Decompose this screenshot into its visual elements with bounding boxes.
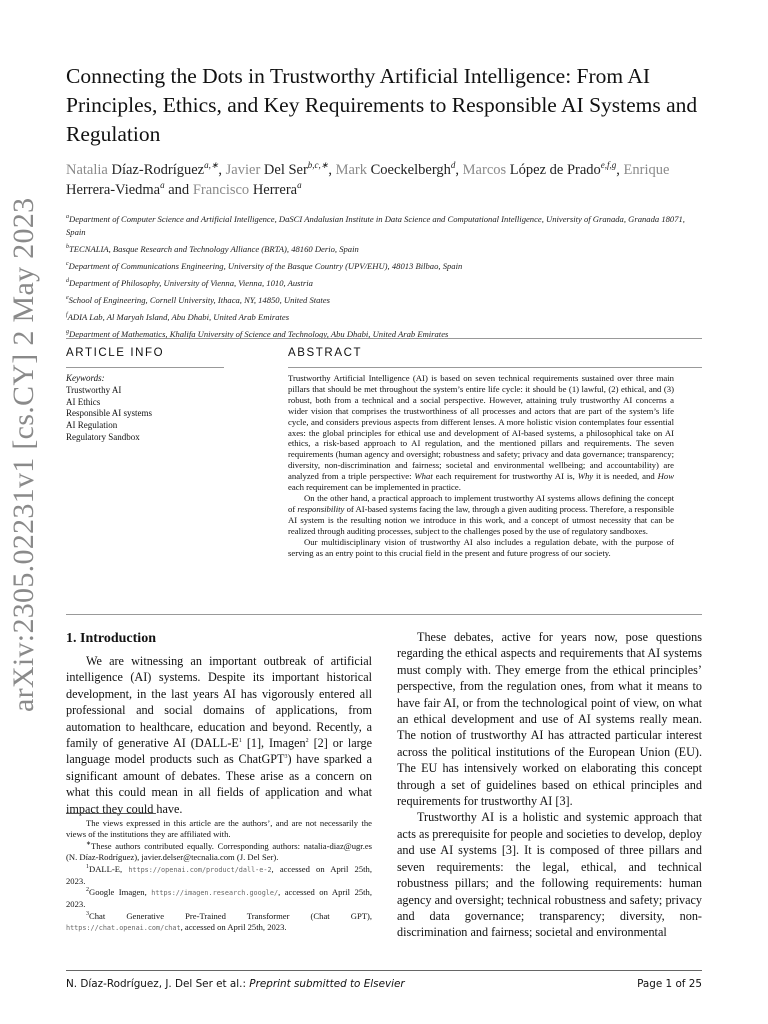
author-given-name: Mark — [335, 162, 368, 178]
author-given-name: Natalia — [66, 162, 108, 178]
abstract-paragraph: On the other hand, a practical approach to implement trustworthy AI systems allows defining the concept of responsibility of AI-based systems facing the law, through a given auditing process. Therefore, a responsible AI system is the resulting notion we introduce in this work, and a concept of utmost necessity that can be realized through auditing processes, subject to the challenges posed by the use of regulatory sandboxes. — [288, 492, 674, 536]
affiliation: $^c$Department of Communications Engineering, University of the Basque Country (UPV/EHU), 48013 Bilbao, Spain — [66, 260, 463, 271]
divider — [66, 338, 702, 339]
abstract-heading: ABSTRACT — [288, 347, 363, 359]
author — [193, 182, 302, 198]
page-number: Page 1 of 25 — [637, 978, 702, 990]
affiliation-mark: a,∗ — [204, 160, 219, 171]
footnotes — [66, 818, 372, 935]
section-heading-introduction: 1. Introduction — [66, 631, 156, 646]
affiliation: $^b$TECNALIA, Basque Research and Technology Alliance (BRTA), 48160 Derio, Spain — [66, 243, 359, 254]
abstract-paragraph: Our multidisciplinary vision of trustworthy AI also includes a regulation debate, with the purpose of serving as an entry point to this crucial field in the present and future progress of our society. — [288, 536, 674, 558]
author-list: Natalia Díaz-Rodríguez$^{a,∗}$, Javier Del Ser$^{b,c,∗}$, Mark Coeckelbergh$^d$, Marcos López de Prado$^{e,f,g}$, Enrique Herrera-Viedma$^a$ and Francisco Herrera$^a$ — [66, 160, 670, 198]
body-paragraph: These debates, active for years now, pose questions regarding the ethical aspects and requirements that AI systems must comply with. They emerge from the ethical principles’ perspective, from the regulation ones, from what it means to have fair AI, or from the technological point of view, on what an ethical development and use of AI systems really mean. The notion of trustworthy AI has attracted particular interest across the political institutions of the European Union (EU). The EU has intensively worked on elaborating this concept through a set of guidelines based on ethical principles and requirements for trustworthy AI [3]. — [397, 630, 702, 809]
divider — [288, 367, 702, 368]
footer-divider — [66, 970, 702, 971]
affiliation: $^a$Department of Computer Science and Artificial Intelligence, DaSCI Andalusian Institute in Data Science and Computational Intelligence, University of Granada, Granada 18071, Spain — [66, 213, 685, 237]
affiliation-mark: a — [297, 180, 302, 191]
keyword-item: Regulatory Sandbox — [66, 431, 140, 442]
author-family-name: López de Prado — [506, 162, 601, 178]
author-family-name: Herrera — [249, 182, 298, 198]
footnote-mark: 3 — [284, 754, 288, 761]
body-paragraph: Trustworthy AI is a holistic and systemic approach that acts as prerequisite for people and societies to develop, deploy and use AI systems [3]. It is composed of three pillars and seven requirements: the legal, ethical, and technical robustness pillars; and the following requirements: human agency and oversight; technical robustness and safety; privacy and data governance; transparency; diversity, non-discrimination and fairness; societal and environmental — [397, 810, 702, 940]
footnote-corresponding: ∗These authors contributed equally. Corresponding authors: natalia-diaz@ugr.es (N. Díaz-Rodríguez), javier.delser@tecnalia.com (J. Del Ser). — [66, 840, 372, 862]
author-family-name: Del Ser — [260, 162, 308, 178]
intro-right-column — [397, 629, 702, 941]
affiliation-mark: b,c,∗ — [307, 160, 329, 171]
footnote-mark: 1 — [238, 737, 242, 744]
paper-title: Connecting the Dots in Trustworthy Artificial Intelligence: From AI Principles, Ethics, and Key Requirements to Responsible AI Systems and Regulation — [66, 64, 698, 146]
author-family-name: Herrera-Viedma — [66, 182, 161, 198]
footnote-link[interactable]: https://imagen.research.google/ — [151, 889, 279, 898]
author-family-name: Díaz-Rodríguez — [107, 162, 205, 178]
footnote-divider — [66, 813, 156, 814]
affiliation: $^f$ADIA Lab, Al Maryah Island, Abu Dhabi, United Arab Emirates — [66, 311, 290, 322]
body-paragraph: We are witnessing an important outbreak of artificial intelligence (AI) systems. Despite its important historical development, in the last years AI has vigorously entered all professional and social domains of applications, from automation to healthcare, education and beyond. Recently, a family of generative AI ($DALL-E^1$ [1], Imagen$^2$ [2] or large language model products such as ChatGPT$^3$) have sparked a significant amount of debates. These arise as a concern on what this could mean in all fields of application and what impact they could have. — [66, 654, 372, 816]
author — [226, 162, 329, 178]
keyword-item: AI Ethics — [66, 396, 101, 407]
footer-citation: N. Díaz-Rodríguez, J. Del Ser et al.: Preprint submitted to Elsevier — [66, 978, 405, 990]
footnote-link[interactable]: https://chat.openai.com/chat — [66, 924, 181, 933]
affiliation: $^e$School of Engineering, Cornell University, Ithaca, NY, 14850, United States — [66, 294, 330, 305]
keyword-item: Trustworthy AI — [66, 384, 122, 395]
affiliation: $^g$Department of Mathematics, Khalifa University of Science and Technology, Abu Dhabi, United Arab Emirates — [66, 328, 449, 339]
author-given-name: Marcos — [462, 162, 507, 178]
author — [336, 162, 456, 178]
abstract-text — [288, 373, 674, 558]
keywords-label: Keywords: — [66, 373, 105, 383]
footnote-1: $^1$DALL-E, https://openai.com/product/dall-e-2, accessed on April 25th, 2023. — [66, 863, 372, 886]
affiliation-mark: d — [450, 160, 456, 171]
keyword-item: AI Regulation — [66, 420, 118, 431]
affiliation-mark: e,f,g — [600, 160, 617, 171]
intro-left-column — [66, 653, 372, 817]
author — [66, 162, 218, 178]
author-given-name: Francisco — [192, 182, 250, 198]
affiliation-list — [66, 211, 706, 343]
footnote-3: $^3$Chat Generative Pre-Trained Transformer (Chat GPT), https://chat.openai.com/chat, accessed on April 25th, 2023. — [66, 911, 372, 933]
arxiv-identifier: arXiv:2305.02231v1 [cs.CY] 2 May 2023 — [7, 197, 40, 712]
keyword-item: Responsible AI systems — [66, 408, 153, 419]
keywords-block — [66, 373, 226, 444]
author-family-name: Coeckelbergh — [367, 162, 451, 178]
affiliation-mark: a — [160, 180, 165, 191]
footnote-disclaimer: The views expressed in this article are the authors’, and are not necessarily the views of the institutions they are affiliated with. — [66, 818, 372, 839]
divider — [66, 614, 702, 615]
author-given-name: Enrique — [623, 162, 670, 178]
author — [463, 162, 617, 178]
abstract-paragraph: Trustworthy Artificial Intelligence (AI) is based on seven technical requirements sustained over three main pillars that should be met throughout the system’s entire life cycle: it should be (1) lawful, (2) ethical, and (3) robust, both from a technical and a social perspective. However, attaining truly trustworthy AI concerns a wider vision that comprises the trustworthiness of all processes and actors that are part of the system’s life cycle, and considers previous aspects from different lenses. A more holistic vision contemplates four essential axes: the global principles for ethical use and development of AI-based systems, a philosophical take on AI ethics, a risk-based approach to AI regulation, and the mentioned pillars and requirements. The seven requirements (human agency and oversight; robustness and safety; privacy and data governance; transparency; diversity, non-discrimination and fairness; societal and environmental wellbeing; and accountability) are analyzed from a triple perspective: What each requirement for trustworthy AI is, Why it is needed, and How each requirement can be implemented in practice. — [288, 373, 674, 493]
footnote-2: $^2$Google Imagen, https://imagen.research.google/, accessed on April 25th, 2023. — [66, 887, 372, 910]
divider — [66, 367, 224, 368]
author-given-name: Javier — [225, 162, 261, 178]
footnote-link[interactable]: https://openai.com/product/dall-e-2 — [128, 865, 272, 874]
article-info-heading: ARTICLE INFO — [66, 347, 165, 359]
affiliation: $^d$Department of Philosophy, University of Vienna, Vienna, 1010, Austria — [66, 277, 313, 288]
footnote-mark: 2 — [305, 737, 309, 744]
